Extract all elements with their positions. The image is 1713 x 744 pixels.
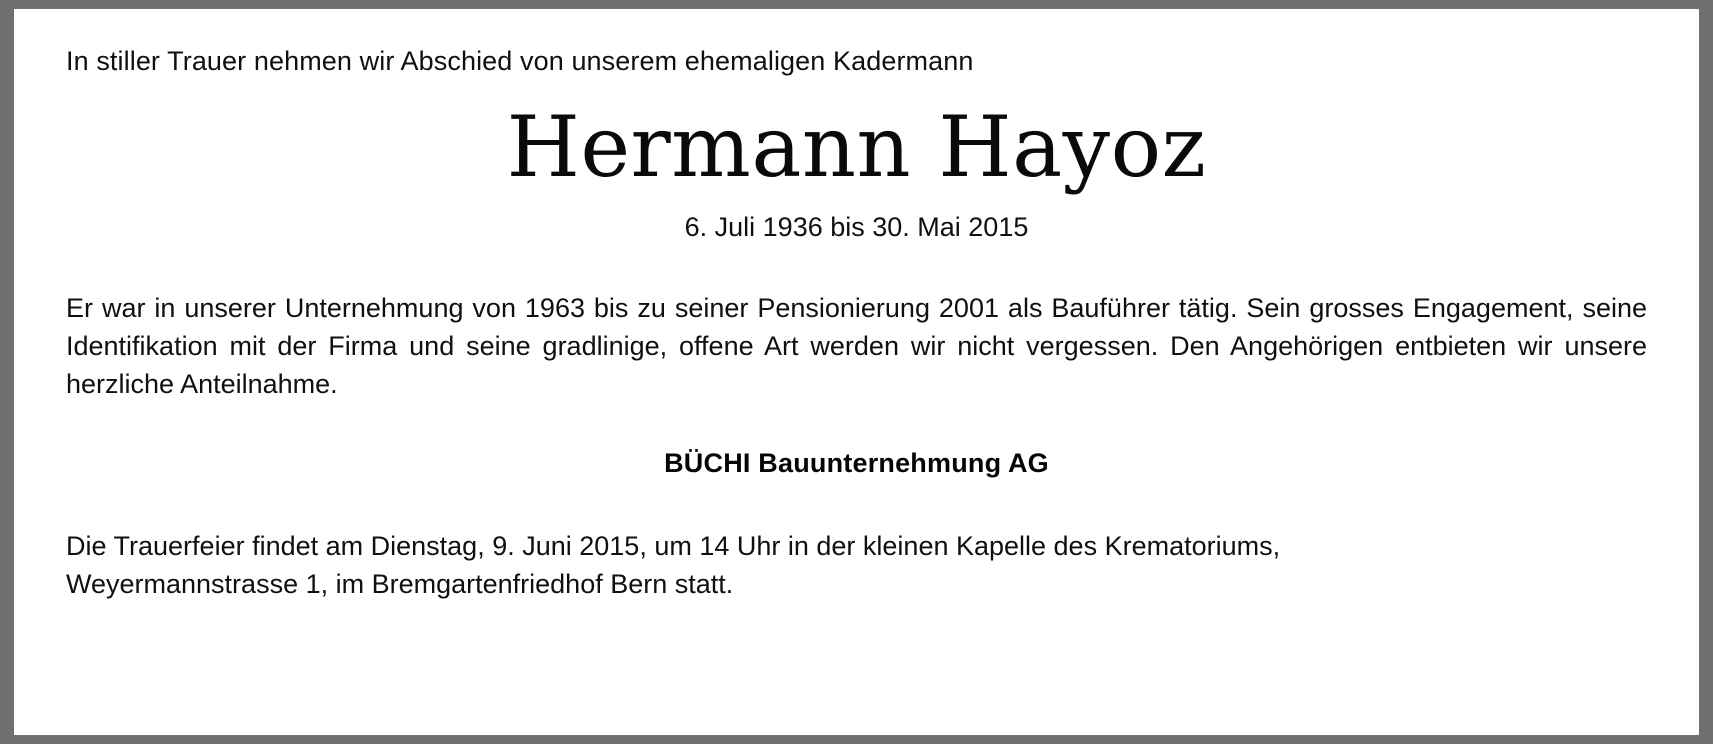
company-signature: BÜCHI Bauunternehmung AG [664,447,1049,478]
tribute-paragraph: Er war in unserer Unternehmung von 1963 bis zu seiner Pensionierung 2001 als Bauführer tätig. Sein grosses Engagement, seine Identifikation mit der Firma und seine gradlinige, offene Art werden wir nicht vergessen. Den Angehörigen entbieten wir unsere herzliche Anteilnahme. [66,292,1647,400]
intro-text: In stiller Trauer nehmen wir Abschied von unserem ehemaligen Kadermann [66,46,974,76]
life-dates: 6. Juli 1936 bis 30. Mai 2015 [684,211,1029,242]
ceremony-details [66,527,1647,604]
ceremony-line-2: Weyermannstrasse 1, im Bremgartenfriedhof Bern statt. [66,568,734,599]
ceremony-line-1: Die Trauerfeier findet am Dienstag, 9. Juni 2015, um 14 Uhr in der kleinen Kapelle des Krematoriums, [66,530,1281,561]
name-block [66,98,1647,197]
deceased-name: Hermann Hayoz [506,98,1207,197]
obituary-content [14,9,1699,735]
